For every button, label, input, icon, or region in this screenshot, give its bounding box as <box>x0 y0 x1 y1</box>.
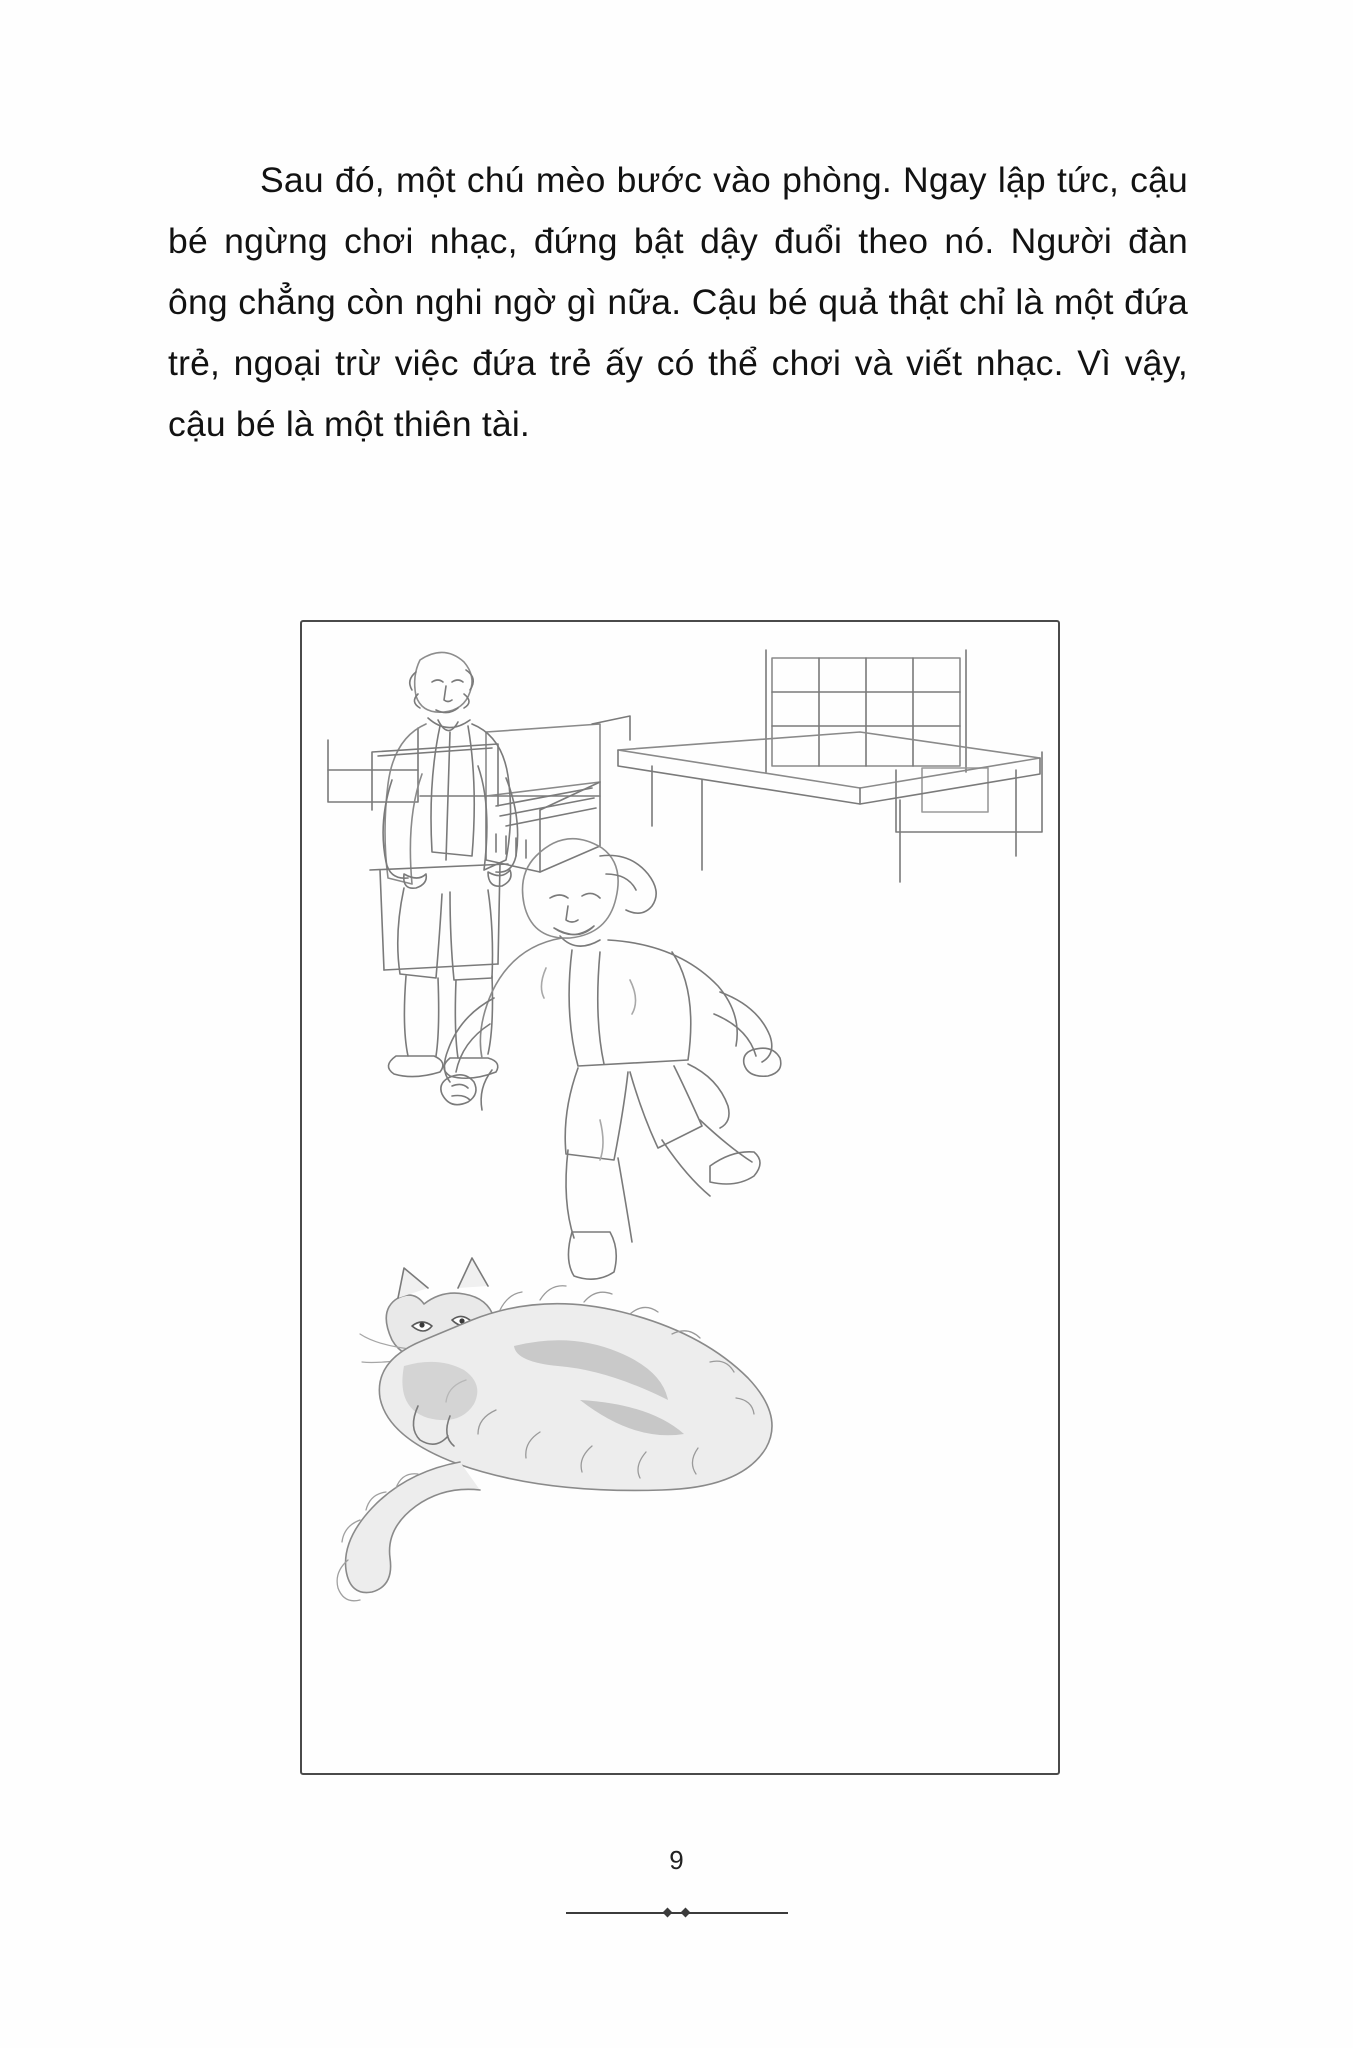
footer-ornament-dot <box>681 1908 691 1918</box>
page-body-text <box>168 150 1188 455</box>
footer-ornament-dot <box>663 1908 673 1918</box>
page-number: 9 <box>669 1845 684 1875</box>
illustration <box>300 620 1060 1775</box>
footer-ornament <box>566 1906 788 1920</box>
paragraph-1: Sau đó, một chú mèo bước vào phòng. Ngay lập tức, cậu bé ngừng chơi nhạc, đứng bật dậy đuổi theo nó. Người đàn ông chẳng còn nghi ngờ gì nữa. Cậu bé quả thật chỉ là một đứa trẻ, ngoại trừ việc đứa trẻ ấy có thể chơi và viết nhạc. Vì vậy, cậu bé là một thiên tài. <box>168 160 1188 445</box>
footer-rule-line <box>566 1912 788 1914</box>
illustration-drawing <box>300 620 1060 1775</box>
